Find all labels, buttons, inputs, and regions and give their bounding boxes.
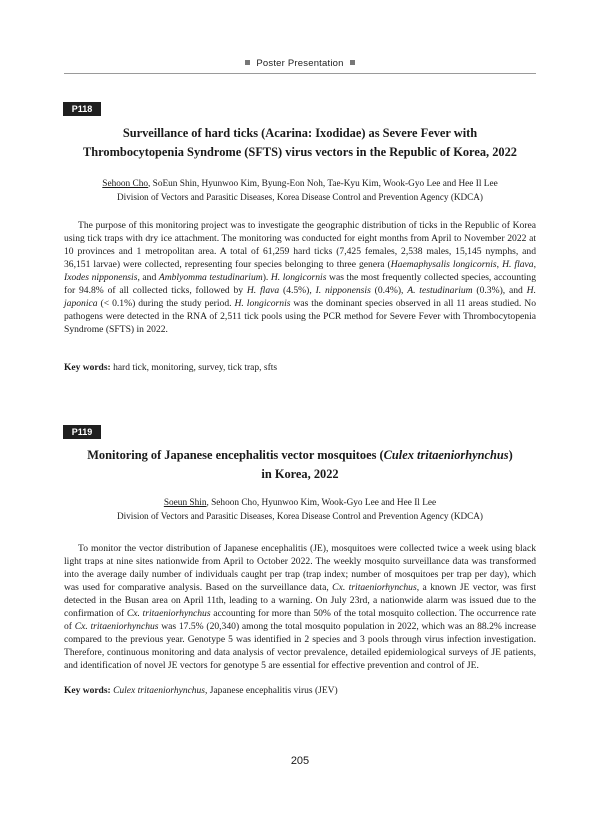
abstract-title: Surveillance of hard ticks (Acarina: Ixodidae) as Severe Fever with Thrombocytopenia Syndrome (SFTS) virus vectors in the Republic of Korea, 2022 (82, 126, 518, 159)
italic-species-name: H. japonica (64, 285, 536, 310)
keywords-line (64, 685, 536, 698)
italic-species-name: I. nipponensis (315, 285, 371, 297)
italic-species-name: H. longicornis (234, 298, 291, 310)
italic-species-name: Culex tritaeniorhynchus (113, 686, 205, 696)
abstract-code-badge: P119 (63, 425, 101, 439)
abstract-body: The purpose of this monitoring project was to investigate the geographic distribution of ticks in the Republic of Korea using tick traps with dry ice attachment. The monitoring was conducted for eight months from April to November 2022 at 10 provinces and 1 metropolitan area. A total of 61,259 hard ticks (7,425 females, 2,538 males, 15,145 nymphs, and 36,151 larvae) were collected, representing four species belonging to three genera (Haemaphysalis longicornis, H. flava, Ixodes nipponensis, and Amblyomma testudinarium). H. longicornis was the most frequently collected species, accounting for 94.8% of all collected ticks, followed by H. flava (4.5%), I. nipponensis (0.4%), A. testudinarium (0.3%), and H. japonica (< 0.1%) during the study period. H. longicornis was the dominant species observed in all 11 areas studied. No pathogens were detected in the RNA of 2,511 tick pools using the PCR method for Severe Fever with Thrombocytopenia Syndrome (SFTS) in 2022. (64, 220, 536, 336)
author-list (64, 178, 536, 191)
page-number: 205 (290, 755, 310, 767)
italic-species-name: Culex tritaeniorhynchus (383, 448, 509, 462)
keywords-line (64, 362, 536, 375)
square-bullet-icon (350, 60, 355, 65)
keywords-text: hard tick, monitoring, survey, tick trap, sfts (110, 363, 278, 373)
italic-species-name: Cx. tritaeniorhynchus (74, 621, 159, 633)
italic-species-name: Cx. tritaeniorhynchus (126, 608, 211, 620)
italic-species-name: H. flava (246, 285, 280, 297)
abstract-code-badge: P118 (63, 102, 101, 116)
running-header (0, 58, 600, 69)
running-header-label: Poster Presentation (256, 58, 344, 69)
co-authors: , SoEun Shin, Hyunwoo Kim, Byung-Eon Noh, Tae-Kyu Kim, Wook-Gyo Lee and Hee Il Lee (148, 179, 498, 189)
keywords-text: Culex tritaeniorhynchus, Japanese encephalitis virus (JEV) (113, 686, 338, 696)
affiliation: Division of Vectors and Parasitic Diseases, Korea Disease Control and Prevention Agency (KDCA) (117, 192, 483, 202)
italic-species-name: A. testudinarium (407, 285, 473, 297)
keywords-label: Key words: (64, 686, 111, 696)
italic-species-name: Haemaphysalis longicornis (390, 259, 497, 271)
presenting-author: Soeun Shin (163, 498, 207, 508)
italic-species-name: Cx. tritaeniorhynchus (332, 582, 417, 594)
italic-species-name: Amblyomma testudinarium (158, 272, 263, 284)
italic-species-name: H. flava (502, 259, 534, 271)
header-divider (64, 73, 536, 74)
italic-species-name: Ixodes nipponensis (64, 272, 138, 284)
abstract-body: To monitor the vector distribution of Japanese encephalitis (JE), mosquitoes were collected twice a week using black light traps at nine sites nationwide from April to October 2022. The weekly mosquito surveillance data was transformed into the average daily number of individuals caught per trap (trap index; number of mosquitoes per trap per day), which was used for comparative analysis. Based on the surveillance data, Cx. tritaeniorhynchus, a known JE vector, was first detected in the Busan area on April 11th, leading to a warning. On July 23rd, a nationwide alarm was issued due to the confirmation of Cx. tritaeniorhynchus accounting for more than 50% of the total mosquito collection. The occurrence rate of Cx. tritaeniorhynchus was 17.5% (20,340) among the total mosquito population in 2022, which was an 88.2% increase compared to the previous year. Genotype 5 was identified in 2 species and 3 pools through virus infection investigation. Therefore, continuous monitoring and data analysis of vector prevalence, detailed epidemiological surveys of JE patients, and identification of novel JE vectors for genotype 5 are essential for effective prevention and control of JE. (64, 543, 537, 672)
keywords-label: Key words: (64, 363, 111, 373)
affiliation: Division of Vectors and Parasitic Diseases, Korea Disease Control and Prevention Agency (KDCA) (117, 511, 483, 521)
co-authors: , Sehoon Cho, Hyunwoo Kim, Wook-Gyo Lee and Hee Il Lee (206, 498, 437, 508)
square-bullet-icon (245, 60, 250, 65)
abstract-title: Monitoring of Japanese encephalitis vector mosquitoes (Culex tritaeniorhynchus) in Korea, 2022 (87, 448, 513, 481)
author-list (64, 497, 536, 510)
presenting-author: Sehoon Cho (102, 179, 149, 189)
italic-species-name: H. longicornis (270, 272, 327, 284)
